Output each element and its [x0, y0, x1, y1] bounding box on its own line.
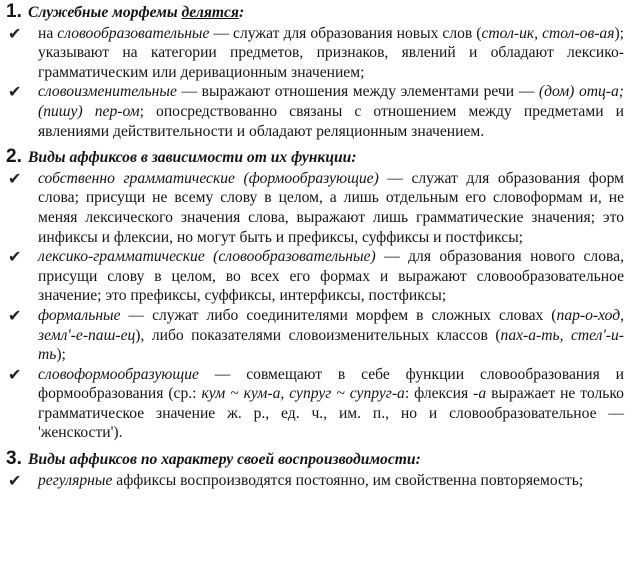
section-number: 1. [6, 1, 22, 22]
example: пах-а-ть, стел'-и-ть [38, 326, 624, 364]
section-title: Служебные морфемы делятся: [28, 4, 245, 21]
item-text: регулярные аффиксы воспроизводятся постоянно, им свойственна повторяемость; [38, 471, 584, 489]
list-item [6, 365, 624, 443]
checkmark-icon: ✔ [8, 305, 22, 325]
item-text: словоизменительные — выражают отношения между элементами речи — (дом) отц-а; (пишу) пер-ом; опосредствованно связаны с отношением между предметами и явлениями действительности и обладают реляционным значением. [38, 83, 624, 140]
term: лексико-грамматические (словообразовательные) [38, 248, 376, 266]
section-number: 2. [6, 146, 22, 168]
checkmark-icon: ✔ [8, 470, 22, 490]
checkmark-icon: ✔ [8, 82, 22, 102]
section-1 [6, 2, 624, 141]
list-item [6, 82, 624, 141]
list-item [6, 24, 624, 83]
section-heading [6, 449, 624, 470]
section-2 [6, 147, 624, 443]
item-text: словоформообразующие — совмещают в себе функции словообразования и формообразования (ср.: кум ~ кум-а, супруг ~ супруг-а: флексия -а выражает не только грамматическое значение ж. р., ед. ч., им. п., но и словообразовательное — 'женскости'). [38, 365, 624, 442]
list-item [6, 306, 624, 365]
example: кум ~ кум-а, супруг ~ супруг-а [201, 385, 405, 403]
term: словоизменительные [38, 83, 177, 101]
section-3 [6, 449, 624, 490]
example: стол-ик, стол-ов-ая [481, 24, 615, 42]
term: регулярные [38, 471, 113, 489]
item-text: формальные — служат либо соединителями морфем в сложных словах (пар-о-ход, земл'-е-паш-ец), либо показателями словоизменительных классов (пах-а-ть, стел'-и-ть); [38, 306, 624, 364]
section-heading [6, 2, 624, 23]
section-number: 3. [6, 448, 22, 470]
underlined-word: делятся [181, 4, 239, 21]
section-title: Виды аффиксов в зависимости от их функции: [28, 149, 357, 167]
term: собственно грамматические (формообразующие) [38, 169, 379, 187]
item-text: собственно грамматические (формообразующие) — служат для образования форм слова; присущи не всему слову в целом, а лишь отдельным его словоформам и, не меняя лексического значения слова, выражают лишь грамматические значения; это инфиксы и флексии, но могут быть и префиксы, суффиксы и постфиксы; [38, 169, 624, 246]
example: пар-о-ход, земл'-е-паш-ец [38, 306, 624, 344]
term: словоформообразующие [38, 365, 199, 383]
item-text: на словообразовательные — служат для образования новых слов (стол-ик, стол-ов-ая); указывают на категории предметов, признаков, явлений и обладают лексико-грамматическим или деривационным значением; [38, 24, 625, 81]
section-heading [6, 147, 624, 168]
checkmark-icon: ✔ [8, 364, 22, 384]
term: формальные [38, 306, 121, 324]
checkmark-icon: ✔ [8, 168, 22, 188]
term: словообразовательные [57, 24, 210, 42]
section-title: Виды аффиксов по характеру своей воспроизводимости: [28, 451, 421, 469]
checkmark-icon: ✔ [8, 23, 22, 43]
item-text: лексико-грамматические (словообразовательные) — для образования нового слова, присущи слову в целом, во всех его формах и выражают словообразовательное значение; это префиксы, суффиксы, интерфиксы, постфиксы; [38, 248, 624, 305]
list-item [6, 471, 624, 491]
example: (дом) отц-а; (пишу) пер-ом [38, 83, 624, 120]
example: -а [473, 385, 487, 403]
list-item [6, 247, 624, 306]
list-item [6, 169, 624, 247]
checkmark-icon: ✔ [8, 247, 22, 267]
